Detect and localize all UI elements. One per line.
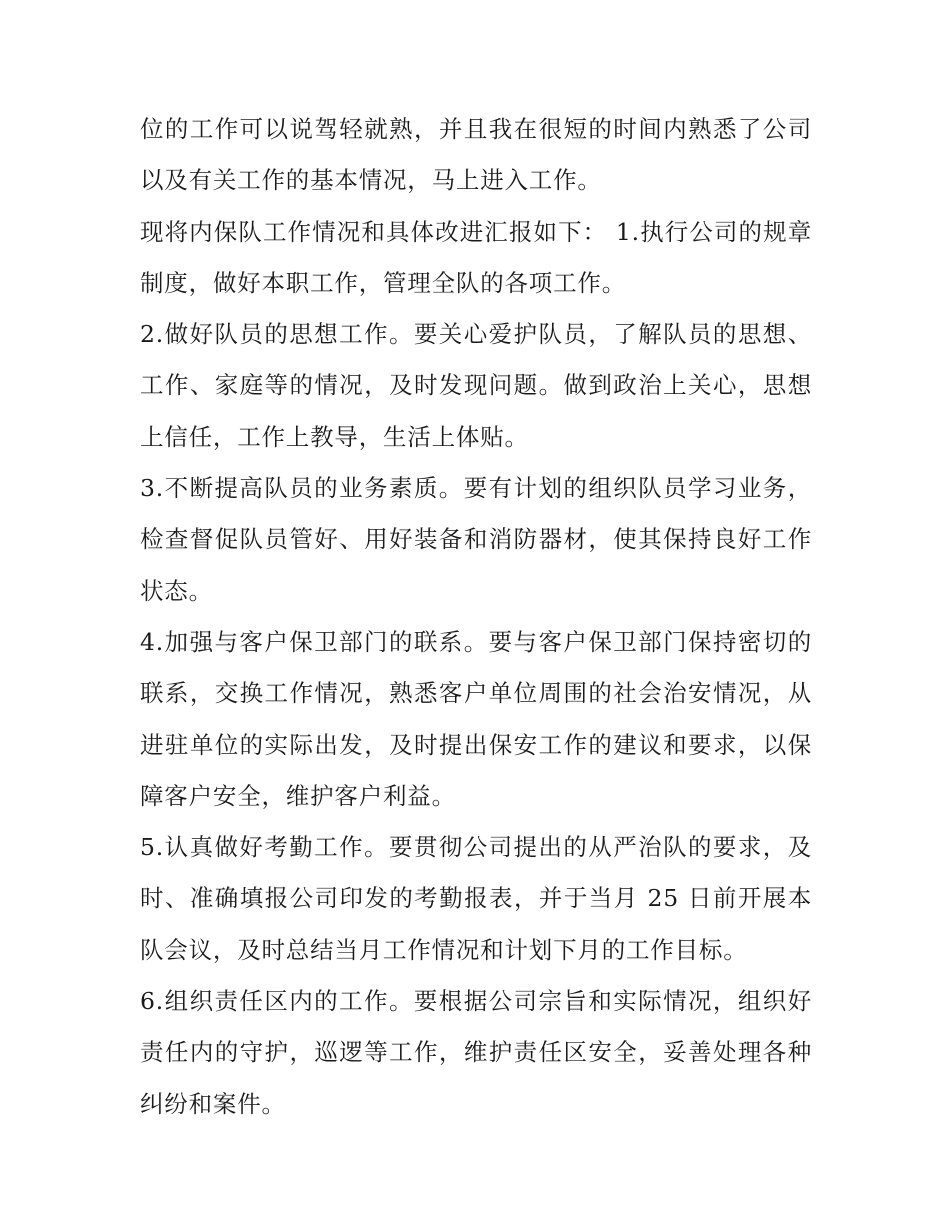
paragraph-item-6: 6.组织责任区内的工作。要根据公司宗旨和实际情况，组织好责任内的守护，巡逻等工作，维护责任区安全，妥善处理各种纠纷和案件。 <box>140 987 812 1118</box>
paragraph-item-2: 2.做好队员的思想工作。要关心爱护队员，了解队员的思想、工作、家庭等的情况，及时发现问题。做到政治上关心，思想上信任，工作上教导，生活上体贴。 <box>140 320 812 451</box>
document-body <box>140 104 812 1130</box>
paragraph-item-4: 4.加强与客户保卫部门的联系。要与客户保卫部门保持密切的联系，交换工作情况，熟悉客户单位周围的社会治安情况，从进驻单位的实际出发，及时提出保安工作的建议和要求，以保障客户安全，维护客户利益。 <box>140 627 812 810</box>
paragraph-intro-item-1: 现将内保队工作情况和具体改进汇报如下： 1.执行公司的规章制度，做好本职工作，管理全队的各项工作。 <box>140 217 812 297</box>
paragraph-item-5: 5.认真做好考勤工作。要贯彻公司提出的从严治队的要求，及时、准确填报公司印发的考勤报表，并于当月 25 日前开展本队会议，及时总结当月工作情况和计划下月的工作目标。 <box>140 833 812 964</box>
paragraph-continuation: 位的工作可以说驾轻就熟，并且我在很短的时间内熟悉了公司以及有关工作的基本情况，马上进入工作。 <box>140 115 812 195</box>
paragraph-item-3: 3.不断提高队员的业务素质。要有计划的组织队员学习业务，检查督促队员管好、用好装备和消防器材，使其保持良好工作状态。 <box>140 474 812 605</box>
